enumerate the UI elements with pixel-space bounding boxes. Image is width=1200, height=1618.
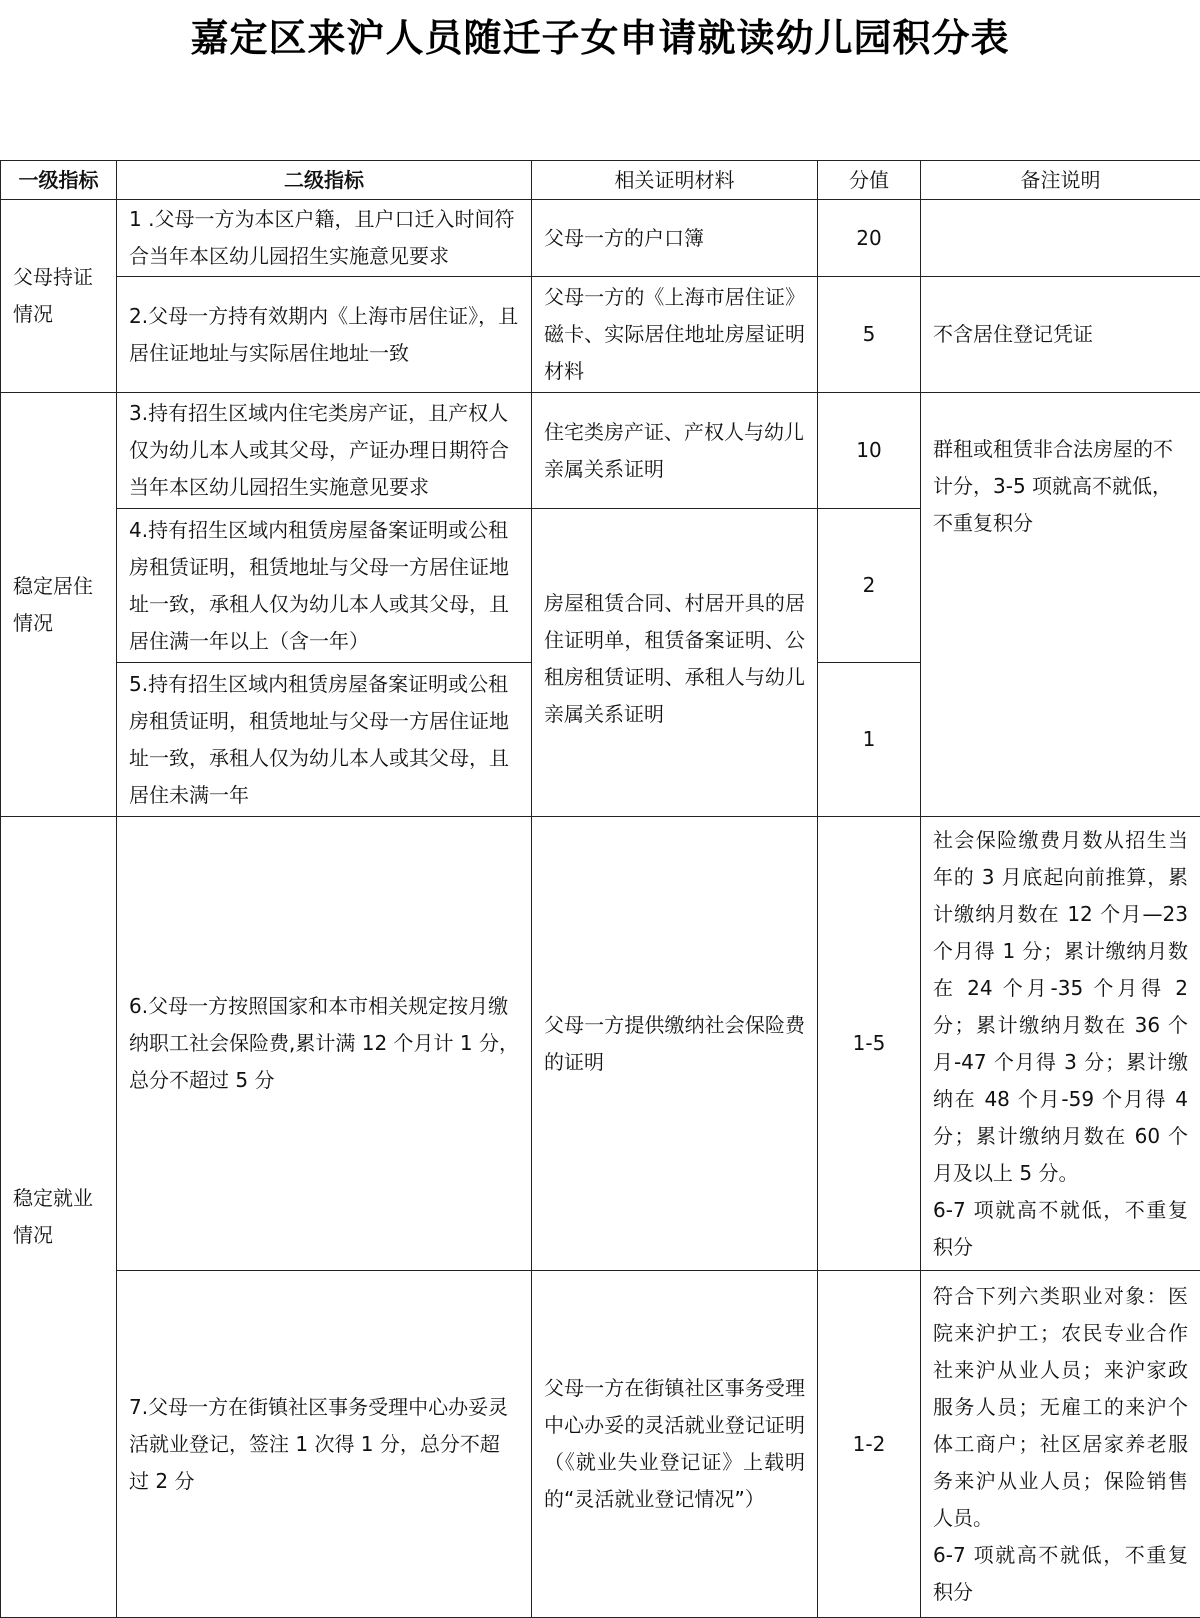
- table-row: [1, 393, 1200, 509]
- indicator-cell: 5.持有招生区域内租赁房屋备案证明或公租房租赁证明，租赁地址与父母一方居住证地址一致，承租人仅为幼儿本人或其父母，且居住未满一年: [117, 663, 532, 817]
- table-row: [1, 817, 1200, 1271]
- note-cell: [921, 200, 1200, 277]
- group-label-stable-employment: 稳定就业情况: [1, 817, 117, 1618]
- materials-cell: 房屋租赁合同、村居开具的居住证明单，租赁备案证明、公租房租赁证明、承租人与幼儿亲属关系证明: [532, 509, 818, 817]
- group-label-parents-permit: 父母持证情况: [1, 200, 117, 393]
- table-row: [1, 200, 1200, 277]
- group-label-stable-residence: 稳定居住情况: [1, 393, 117, 817]
- score-cell: 5: [818, 277, 921, 393]
- score-table: [0, 160, 1200, 1618]
- header-level2: 二级指标: [117, 161, 532, 200]
- materials-cell: 父母一方在街镇社区事务受理中心办妥的灵活就业登记证明（《就业失业登记证》上载明的“灵活就业登记情况”）: [532, 1271, 818, 1618]
- indicator-cell: 4.持有招生区域内租赁房屋备案证明或公租房租赁证明，租赁地址与父母一方居住证地址一致，承租人仅为幼儿本人或其父母，且居住满一年以上（含一年）: [117, 509, 532, 663]
- indicator-cell: 3.持有招生区域内住宅类房产证，且产权人仅为幼儿本人或其父母，产证办理日期符合当年本区幼儿园招生实施意见要求: [117, 393, 532, 509]
- header-row: [1, 161, 1200, 200]
- score-cell: 1-2: [818, 1271, 921, 1618]
- header-level1: 一级指标: [1, 161, 117, 200]
- indicator-cell: 6.父母一方按照国家和本市相关规定按月缴纳职工社会保险费,累计满 12 个月计 1 分，总分不超过 5 分: [117, 817, 532, 1271]
- header-materials: 相关证明材料: [532, 161, 818, 200]
- indicator-cell: 7.父母一方在街镇社区事务受理中心办妥灵活就业登记，签注 1 次得 1 分，总分不超过 2 分: [117, 1271, 532, 1618]
- note-paragraph: 6-7 项就高不就低，不重复积分: [933, 1537, 1188, 1611]
- note-paragraph: 符合下列六类职业对象：医院来沪护工；农民专业合作社来沪从业人员；来沪家政服务人员；无雇工的来沪个体工商户；社区居家养老服务来沪从业人员；保险销售人员。: [933, 1278, 1188, 1537]
- note-cell: [921, 1271, 1200, 1618]
- note-cell: 群租或租赁非合法房屋的不计分，3-5 项就高不就低，不重复积分: [921, 393, 1200, 817]
- indicator-cell: 2.父母一方持有效期内《上海市居住证》，且居住证地址与实际居住地址一致: [117, 277, 532, 393]
- note-cell: [921, 817, 1200, 1271]
- score-cell: 2: [818, 509, 921, 663]
- materials-cell: 住宅类房产证、产权人与幼儿亲属关系证明: [532, 393, 818, 509]
- score-cell: 1-5: [818, 817, 921, 1271]
- note-cell: 不含居住登记凭证: [921, 277, 1200, 393]
- materials-cell: 父母一方提供缴纳社会保险费的证明: [532, 817, 818, 1271]
- page-title: 嘉定区来沪人员随迁子女申请就读幼儿园积分表: [0, 10, 1200, 66]
- note-paragraph: 6-7 项就高不就低，不重复积分: [933, 1192, 1188, 1266]
- score-cell: 20: [818, 200, 921, 277]
- table-row: [1, 277, 1200, 393]
- materials-cell: 父母一方的《上海市居住证》磁卡、实际居住地址房屋证明材料: [532, 277, 818, 393]
- score-cell: 1: [818, 663, 921, 817]
- note-paragraph: 社会保险缴费月数从招生当年的 3 月底起向前推算，累计缴纳月数在 12 个月—23 个月得 1 分；累计缴纳月数在 24 个月-35 个月得 2 分；累计缴纳月数在 36 个月-47 个月得 3 分；累计缴纳在 48 个月-59 个月得 4 分；累计缴纳月数在 60 个月及以上 5 分。: [933, 822, 1188, 1192]
- indicator-cell: 1 .父母一方为本区户籍，且户口迁入时间符合当年本区幼儿园招生实施意见要求: [117, 200, 532, 277]
- score-cell: 10: [818, 393, 921, 509]
- table-row: [1, 1271, 1200, 1618]
- materials-cell: 父母一方的户口簿: [532, 200, 818, 277]
- header-note: 备注说明: [921, 161, 1200, 200]
- header-score: 分值: [818, 161, 921, 200]
